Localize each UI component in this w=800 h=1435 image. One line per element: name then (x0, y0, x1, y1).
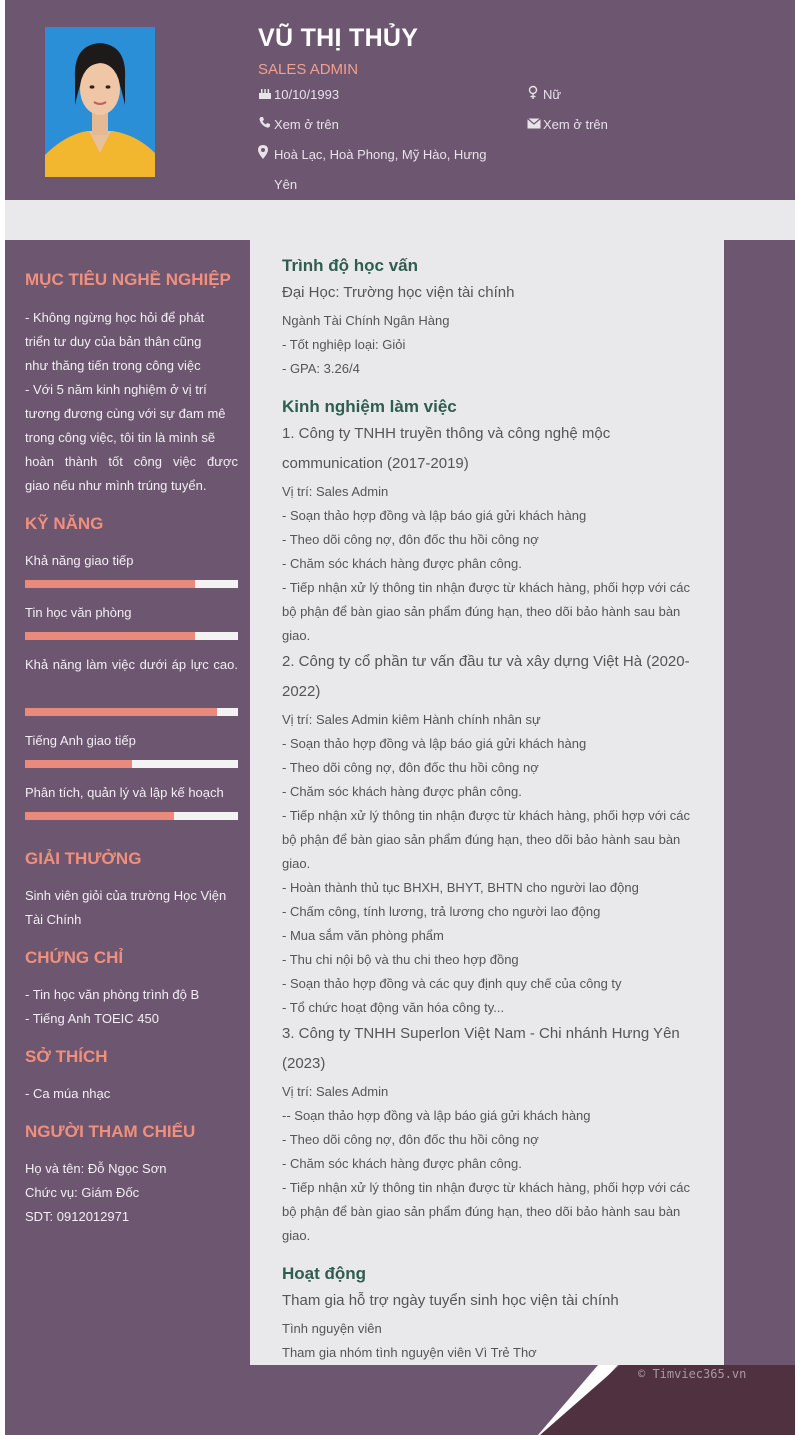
profile-photo (45, 27, 155, 177)
skills-heading: KỸ NĂNG (25, 514, 104, 533)
objective-line: tương đương cùng với sự đam mê (25, 406, 226, 421)
objective-line: giao nếu như mình trúng tuyển. (25, 478, 207, 493)
job-line: - Tiếp nhận xử lý thông tin nhận được từ khách hàng, phối hợp với các (282, 1180, 690, 1195)
reference-item: Chức vụ: Giám Đốc (25, 1185, 140, 1200)
job-line: - Tiếp nhận xử lý thông tin nhận được từ khách hàng, phối hợp với các (282, 808, 690, 823)
job-line: - Theo dõi công nợ, đôn đốc thu hồi công nợ (282, 1132, 539, 1147)
job-line: giao. (282, 628, 311, 643)
activity-main: Tham gia hỗ trợ ngày tuyển sinh học viện tài chính (282, 1292, 619, 1309)
education-details (282, 309, 717, 381)
job-line: Vị trí: Sales Admin (282, 484, 389, 499)
address-row (258, 140, 486, 200)
skill-label-text: Khả năng làm việc dưới áp lực cao. (25, 657, 238, 672)
skill-label: Khả năng giao tiếp (25, 553, 134, 568)
skill-bar (25, 812, 238, 820)
job-company-line: 1. Công ty TNHH truyền thông và công nghệ mộc (282, 425, 611, 442)
job-line: -- Soạn thảo hợp đồng và lập báo giá gửi khách hàng (282, 1108, 591, 1123)
watermark: © Timviec365.vn (638, 1367, 747, 1381)
skill-bar (25, 708, 238, 716)
job-line: - Soạn thảo hợp đồng và các quy định quy chế của công ty (282, 976, 622, 991)
birthday-row (258, 80, 339, 110)
awards-text: Sinh viên giỏi của trường Học Viện Tài Chính (25, 888, 227, 927)
reference-list (25, 1157, 238, 1229)
job-2-details (282, 708, 717, 1020)
certificate-item: - Tin học văn phòng trình độ B (25, 987, 200, 1002)
gender-row (527, 80, 561, 110)
skill-bar-fill (25, 632, 195, 640)
phone-value: Xem ở trên (274, 117, 339, 132)
job-line: - Soạn thảo hợp đồng và lập báo giá gửi khách hàng (282, 736, 587, 751)
job-line: - Chăm sóc khách hàng được phân công. (282, 1156, 522, 1171)
activity-line: Tham gia nhóm tình nguyện viên Vì Trẻ Thơ (282, 1345, 537, 1360)
activities-heading: Hoạt động (282, 1264, 367, 1283)
reference-item: Họ và tên: Đỗ Ngọc Sơn (25, 1161, 167, 1176)
job-line: - Chăm sóc khách hàng được phân công. (282, 556, 522, 571)
job-line: - Theo dõi công nợ, đôn đốc thu hồi công nợ (282, 760, 539, 775)
envelope-icon (527, 110, 543, 140)
job-line: Vị trí: Sales Admin kiêm Hành chính nhân sự (282, 712, 541, 727)
objective-line: trong công việc, tôi tin là mình sẽ (25, 430, 216, 445)
job-company-line: (2023) (282, 1055, 326, 1072)
skill-label: Tiếng Anh giao tiếp (25, 733, 136, 748)
female-icon (527, 80, 543, 110)
candidate-name: VŨ THỊ THỦY (258, 24, 419, 52)
skill-bar-fill (25, 760, 132, 768)
job-line: Vị trí: Sales Admin (282, 1084, 389, 1099)
job-1-details (282, 480, 717, 648)
job-line: - Mua sắm văn phòng phẩm (282, 928, 444, 943)
phone-icon (258, 110, 274, 140)
skill-bar-fill (25, 580, 195, 588)
job-line: - Tiếp nhận xử lý thông tin nhận được từ khách hàng, phối hợp với các (282, 580, 690, 595)
phone-row (258, 110, 339, 140)
education-school: Đại Học: Trường học viện tài chính (282, 284, 515, 301)
hobby-item: - Ca múa nhạc (25, 1086, 111, 1101)
job-line: - Tổ chức hoạt động văn hóa công ty... (282, 1000, 505, 1015)
certificates-heading: CHỨNG CHỈ (25, 948, 124, 967)
certificates-list (25, 983, 238, 1031)
objective-heading: MỤC TIÊU NGHỀ NGHIỆP (25, 270, 231, 289)
education-line: - Tốt nghiệp loại: Giỏi (282, 337, 406, 352)
address-line-1: Hoà Lạc, Hoà Phong, Mỹ Hào, Hưng (274, 147, 487, 162)
job-line: - Hoàn thành thủ tục BHXH, BHYT, BHTN cho người lao động (282, 880, 639, 895)
job-line: - Thu chi nội bộ và thu chi theo hợp đồng (282, 952, 519, 967)
candidate-job-title: SALES ADMIN (258, 61, 359, 78)
education-heading: Trình độ học vấn (282, 256, 419, 275)
job-line: - Soạn thảo hợp đồng và lập báo giá gửi khách hàng (282, 508, 587, 523)
hobbies-heading: SỞ THÍCH (25, 1047, 108, 1066)
objective-line: như thăng tiến trong công việc (25, 358, 201, 373)
objective-line: - Không ngừng học hỏi để phát (25, 310, 205, 325)
skill-bar (25, 760, 238, 768)
education-line: Ngành Tài Chính Ngân Hàng (282, 313, 450, 328)
skill-label: Tin học văn phòng (25, 605, 132, 620)
cake-icon (258, 80, 274, 110)
skill-bar-fill (25, 812, 174, 820)
main-content (250, 240, 724, 1365)
activity-line: Tình nguyện viên (282, 1321, 382, 1336)
email-row (527, 110, 608, 140)
job-line: bộ phận để bàn giao sản phẩm đúng hạn, theo dõi bảo hành sau bàn (282, 1204, 681, 1219)
cv-header (5, 0, 795, 200)
gender-value: Nữ (543, 87, 562, 102)
skill-label: Phân tích, quản lý và lập kế hoạch (25, 785, 224, 800)
job-line: - Chăm sóc khách hàng được phân công. (282, 784, 522, 799)
job-line: - Theo dõi công nợ, đôn đốc thu hồi công nợ (282, 532, 539, 547)
skill-label (25, 653, 238, 677)
job-line: bộ phận để bàn giao sản phẩm đúng hạn, theo dõi bảo hành sau bàn (282, 604, 681, 619)
job-line: giao. (282, 856, 311, 871)
job-1-company (282, 419, 712, 479)
certificate-item: - Tiếng Anh TOEIC 450 (25, 1011, 159, 1026)
skill-bar (25, 580, 238, 588)
email-value: Xem ở trên (543, 117, 608, 132)
activity-details (282, 1317, 717, 1365)
job-company-line: 2022) (282, 683, 321, 700)
job-3-company (282, 1019, 712, 1079)
cv-page (5, 0, 795, 1435)
objective-text (25, 306, 238, 498)
address-line-2: Yên (274, 177, 298, 192)
job-company-line: 2. Công ty cổ phần tư vấn đầu tư và xây dựng Việt Hà (2020- (282, 653, 690, 670)
education-line: - GPA: 3.26/4 (282, 361, 360, 376)
reference-item: SDT: 0912012971 (25, 1209, 130, 1224)
job-3-details (282, 1080, 717, 1248)
birthday-value: 10/10/1993 (274, 87, 340, 102)
skill-bar-fill (25, 708, 217, 716)
job-company-line: communication (2017-2019) (282, 455, 469, 472)
job-company-line: 3. Công ty TNHH Superlon Việt Nam - Chi nhánh Hưng Yên (282, 1025, 680, 1042)
objective-line: hoàn thành tốt công việc được (25, 454, 238, 469)
reference-heading: NGƯỜI THAM CHIẾU (25, 1122, 196, 1141)
skill-bar (25, 632, 238, 640)
header-gap (5, 200, 795, 240)
job-line: bộ phận để bàn giao sản phẩm đúng hạn, theo dõi bảo hành sau bàn (282, 832, 681, 847)
objective-line: triển tư duy của bản thân cũng (25, 334, 202, 349)
experience-heading: Kinh nghiệm làm việc (282, 397, 457, 416)
awards-heading: GIẢI THƯỞNG (25, 849, 142, 868)
objective-line: - Với 5 năm kinh nghiệm ở vị trí (25, 382, 207, 397)
job-line: - Chấm công, tính lương, trả lương cho người lao động (282, 904, 601, 919)
job-line: giao. (282, 1228, 311, 1243)
map-pin-icon (258, 140, 274, 170)
hobbies-list (25, 1082, 238, 1106)
job-2-company (282, 647, 712, 707)
